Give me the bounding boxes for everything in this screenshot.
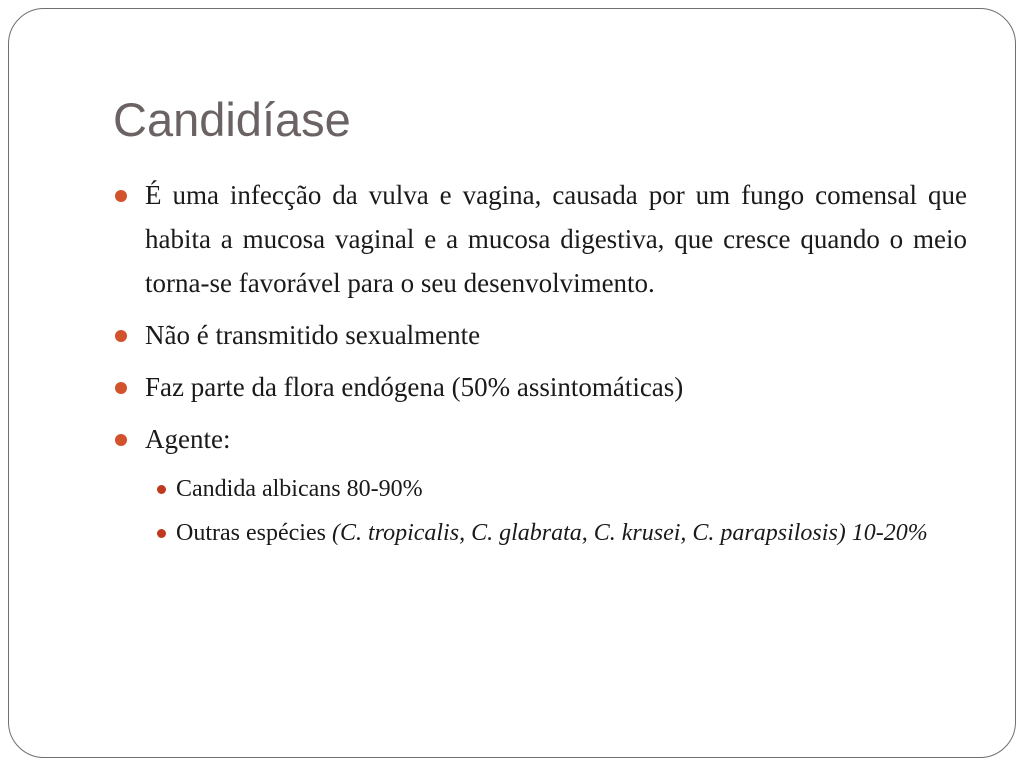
sub-bullet-item-other-species [113, 513, 967, 553]
bullet-text: É uma infecção da vulva e vagina, causada por um fungo comensal que habita a mucosa vaginal e a mucosa digestiva, que cresce quando o meio torna-se favorável para o seu desenvolvimento. [145, 180, 967, 298]
bullet-item-flora [113, 365, 967, 409]
bullet-dot-icon [115, 330, 127, 342]
sub-bullet-dot-icon [157, 485, 166, 494]
sub-bullet-text: Outras espécies [176, 520, 332, 546]
bullet-text: Faz parte da flora endógena (50% assintomáticas) [145, 372, 684, 402]
bullet-item-transmission [113, 313, 967, 357]
bullet-dot-icon [115, 434, 127, 446]
bullet-dot-icon [115, 190, 127, 202]
bullet-dot-icon [115, 382, 127, 394]
sub-bullet-item-albicans [113, 469, 967, 509]
slide-frame [8, 8, 1016, 758]
bullet-list [113, 173, 967, 557]
bullet-item-agent [113, 417, 967, 461]
sub-bullet-italic-text: (C. tropicalis, C. glabrata, C. krusei, C. parapsilosis) 10-20% [331, 520, 928, 546]
bullet-text: Não é transmitido sexualmente [145, 320, 481, 350]
slide-title: Candidíase [113, 93, 351, 146]
bullet-item-definition [113, 173, 967, 305]
sub-bullet-dot-icon [157, 529, 166, 538]
sub-bullet-text: Candida albicans 80-90% [176, 476, 423, 502]
bullet-text: Agente: [145, 424, 231, 454]
